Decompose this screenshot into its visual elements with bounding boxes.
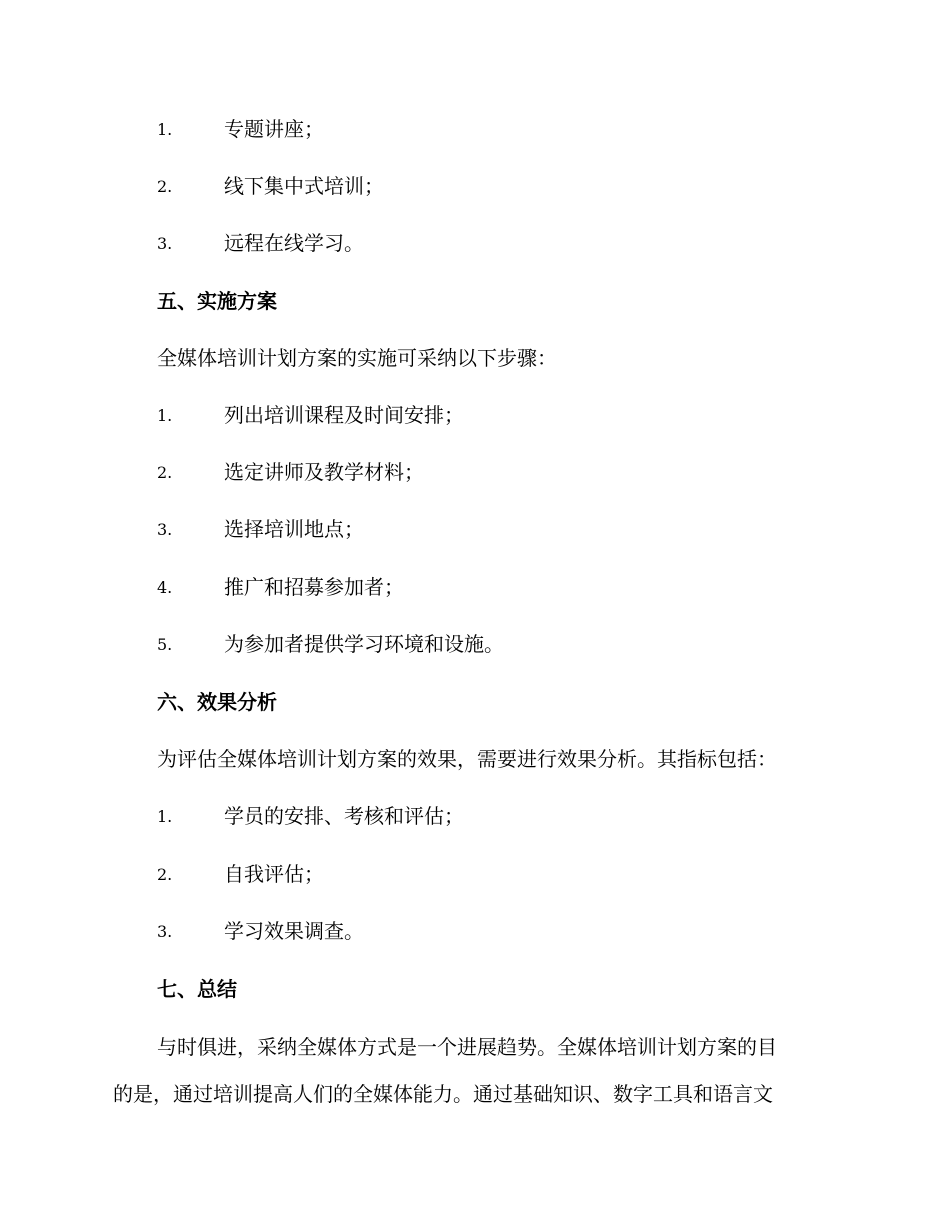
list-item [0, 171, 950, 201]
list-item [0, 514, 950, 544]
list-item-text: 远程在线学习。 [224, 231, 364, 255]
list-number: 3. [157, 922, 173, 941]
list-item [0, 629, 950, 659]
summary-paragraph-line: 的是，通过培训提高人们的全媒体能力。通过基础知识、数字工具和语言文 [113, 1082, 773, 1106]
list-item [0, 457, 950, 487]
section-heading-implementation: 五、实施方案 [157, 289, 277, 313]
list-number: 1. [157, 120, 173, 139]
section-heading-effect-analysis: 六、效果分析 [157, 690, 277, 714]
list-number: 1. [157, 807, 173, 826]
list-item [0, 114, 950, 144]
list-number: 3. [157, 234, 173, 253]
list-item-text: 线下集中式培训； [224, 174, 384, 198]
list-item-text: 列出培训课程及时间安排； [224, 403, 464, 427]
list-number: 3. [157, 520, 173, 539]
list-item [0, 400, 950, 430]
summary-paragraph-line: 与时俱进，采纳全媒体方式是一个进展趋势。全媒体培训计划方案的目 [157, 1035, 777, 1059]
list-item [0, 916, 950, 946]
list-item-text: 选择培训地点； [224, 517, 364, 541]
list-item-text: 学员的安排、考核和评估； [224, 804, 464, 828]
list-item-text: 学习效果调查。 [224, 919, 364, 943]
list-item-text: 自我评估； [224, 862, 324, 886]
section-intro-implementation: 全媒体培训计划方案的实施可采纳以下步骤： [157, 346, 557, 370]
list-item [0, 859, 950, 889]
list-item-text: 为参加者提供学习环境和设施。 [224, 632, 504, 656]
section-intro-effect-analysis: 为评估全媒体培训计划方案的效果，需要进行效果分析。其指标包括： [157, 747, 777, 771]
list-item-text: 专题讲座； [224, 117, 324, 141]
list-item [0, 801, 950, 831]
section-heading-summary: 七、总结 [157, 977, 237, 1001]
list-item [0, 228, 950, 258]
list-item-text: 推广和招募参加者； [224, 575, 404, 599]
list-number: 4. [157, 578, 173, 597]
list-number: 2. [157, 177, 173, 196]
list-number: 1. [157, 406, 173, 425]
list-item-text: 选定讲师及教学材料； [224, 460, 424, 484]
list-number: 2. [157, 463, 173, 482]
list-number: 2. [157, 865, 173, 884]
list-number: 5. [157, 635, 173, 654]
list-item [0, 572, 950, 602]
